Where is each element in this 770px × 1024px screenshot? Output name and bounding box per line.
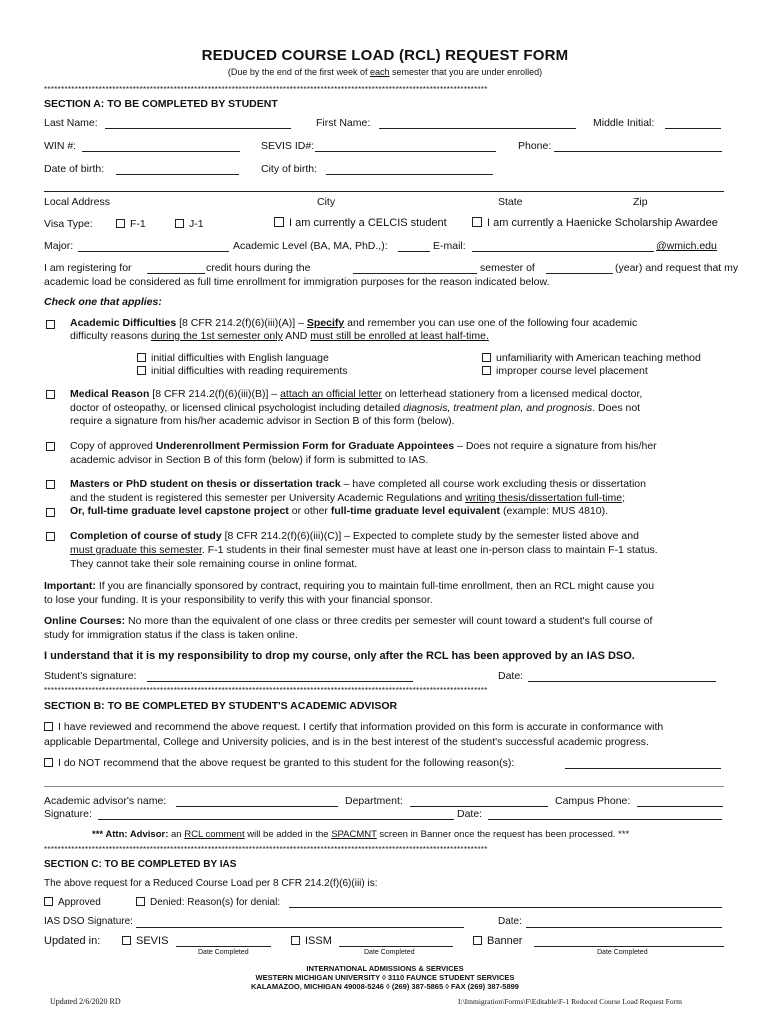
win-label: WIN #: [44,140,77,152]
underenroll-c: – Does not require a signature from his/her [454,440,657,452]
state-label: State [498,196,523,208]
dob-label: Date of birth: [44,163,105,175]
academic-level-label: Academic Level (BA, MA, PhD.,): [233,240,388,252]
city-of-birth-label: City of birth: [261,163,318,175]
denial-reason-field[interactable] [289,907,722,908]
banner-option[interactable] [473,935,522,947]
visa-f1-option[interactable] [116,218,146,230]
footer-office: INTERNATIONAL ADMISSIONS & SERVICES [306,964,464,973]
masters-title: Masters or PhD student on thesis or dissertation track [70,478,341,490]
checkbox-icon[interactable] [136,897,145,906]
approved-option[interactable] [44,897,101,908]
sevis-id-label: SEVIS ID#: [261,140,315,152]
checkbox-icon[interactable] [472,217,482,227]
spacmnt-text: SPACMNT [331,829,377,840]
file-path: I:\Immigration\Forms\F\Editable\F-1 Reduced Course Load Request Form [458,997,682,1006]
win-field[interactable] [82,151,240,152]
completion-line2-b: . F-1 students in their final semester must have at least one in-person class to maintain F-1 status. [201,544,658,556]
capstone-or: or other [288,505,331,517]
registering-text: I am registering for [44,262,132,274]
underenrollment-line2: academic advisor in Section B of this form (below) if form is submitted to IAS. [70,454,429,466]
attn-label: *** Attn: Advisor: [92,829,169,840]
registering-text-3: semester of [480,262,535,274]
local-address-label: Local Address [44,196,110,208]
semester-field[interactable] [353,273,477,274]
capstone-line [70,505,608,517]
student-date-label: Date: [498,670,524,682]
specify-text: Specify [306,317,345,329]
phone-field[interactable] [554,151,722,152]
checkbox-icon[interactable] [482,353,491,362]
medical-rest: on letterhead stationery from a licensed medical doctor, [382,388,643,400]
footer-contact: KALAMAZOO, MICHIGAN 49008-5246 ◊ (269) 387-5865 ◊ FAX (269) 387-5899 [251,982,519,991]
check-one-heading: Check one that applies: [44,296,162,308]
academic-difficulties-line2 [70,330,489,342]
city-label: City [317,196,336,208]
last-name-field[interactable] [105,128,291,129]
first-semester-only: during the 1st semester only [150,330,283,342]
medical-reason-line1 [70,388,642,400]
attn-text-3: screen in Banner once the request has been processed. *** [376,829,630,840]
underenroll-a: Copy of approved [70,440,156,452]
recommend-option[interactable] [44,721,663,733]
celcis-option[interactable] [274,217,447,229]
sub-reason-english[interactable] [137,352,329,364]
advisor-name-label: Academic advisor's name: [44,795,167,807]
subtitle-text-end: semester that you are under enrolled) [389,67,543,77]
footer-address: WESTERN MICHIGAN UNIVERSITY ◊ 3110 FAUNCE STUDENT SERVICES [255,973,515,982]
dob-field[interactable] [116,174,239,175]
capstone-checkbox[interactable] [46,508,55,517]
issm-label: ISSM [305,935,332,947]
email-field[interactable] [472,251,654,252]
attn-text-2: will be added in the [244,829,332,840]
student-date-field[interactable] [528,681,716,682]
email-label: E-mail: [433,240,466,252]
completion-checkbox[interactable] [46,532,55,541]
masters-line2-a: and the student is registered this semester per University Academic Regulations and [70,492,466,504]
completion-line1 [70,530,639,542]
major-label: Major: [44,240,74,252]
city-of-birth-field[interactable] [326,174,493,175]
updated-date: Updated 2/6/2020 RD [50,997,121,1006]
sub-reason-teaching[interactable] [482,352,701,364]
banner-date-caption: Date Completed [597,949,648,956]
visa-f1-label: F-1 [130,218,146,230]
dso-signature-field[interactable] [136,927,464,928]
subtitle-each: each [369,67,390,77]
diagnosis-text: diagnosis, treatment plan, and prognosis [403,402,593,414]
completion-line2 [70,544,658,556]
request-line: The above request for a Reduced Course Load per 8 CFR 214.2(f)(6)(iii) is: [44,878,378,889]
half-time-text: must still be enrolled at least half-time. [310,330,489,342]
advisor-signature-label: Signature: [44,808,92,820]
sub-reason-english-label: initial difficulties with English language [151,352,329,364]
academic-level-field[interactable] [398,251,430,252]
haenicke-option[interactable] [472,217,718,229]
student-signature-field[interactable] [147,681,413,682]
issm-date-field[interactable] [339,946,453,947]
checkbox-icon[interactable] [44,897,53,906]
sub-reason-placement-label: improper course level placement [496,365,648,377]
approved-label: Approved [58,897,101,908]
campus-phone-label: Campus Phone: [555,795,631,807]
form-subtitle [0,67,770,77]
advisor-name-field[interactable] [176,806,338,807]
dso-signature-label: IAS DSO Signature: [44,916,133,927]
middle-initial-label: Middle Initial: [593,117,655,129]
medical-line2-a: doctor of osteopathy, or licensed clinical psychologist including detailed [70,402,404,414]
checkbox-icon[interactable] [482,366,491,375]
underenrollment-line1 [70,440,657,452]
completion-rest: [8 CFR 214.2(f)(6)(iii)(C)] – Expected to complete study by the semester listed above and [221,530,639,542]
must-graduate-text: must graduate this semester [70,544,202,556]
divider-stars: ********************************************************************************************************************************** [44,845,488,854]
visa-type-label: Visa Type: [44,218,93,230]
medical-cfr: [8 CFR 214.2(f)(6)(iii)(B)] – [149,388,281,400]
checkbox-icon[interactable] [44,722,53,731]
capstone-example: (example: MUS 4810). [500,505,609,517]
department-label: Department: [345,795,403,807]
divider-stars: ********************************************************************************************************************************** [44,85,488,94]
sub-reason-teaching-label: unfamiliarity with American teaching method [496,352,701,364]
completion-line3: They cannot take their sole remaining course in online format. [70,558,358,570]
online-text: No more than the equivalent of one class or three credits per semester will count toward a student's full course of [125,615,653,627]
advisor-signature-field[interactable] [98,819,454,820]
visa-j1-label: J-1 [189,218,204,230]
checkbox-icon[interactable] [122,936,131,945]
online-courses-note [44,615,652,627]
medical-reason-line2 [70,402,640,414]
capstone-title: Or, full-time graduate level capstone project [70,505,289,517]
checkbox-icon[interactable] [137,353,146,362]
masters-line1 [70,478,646,490]
sevis-id-field[interactable] [315,151,496,152]
checkbox-icon[interactable] [291,936,300,945]
checkbox-icon[interactable] [137,366,146,375]
first-name-label: First Name: [316,117,371,129]
not-recommend-option[interactable] [44,757,514,769]
academic-difficulties-line1 [70,317,637,329]
equivalent-title: full-time graduate level equivalent [330,505,501,517]
sub-reason-reading-label: initial difficulties with reading requirements [151,365,348,377]
medical-line2-c: . Does not [592,402,641,414]
sevis-label: SEVIS [136,935,169,947]
advisor-attn-note [92,829,629,840]
issm-option[interactable] [291,935,332,947]
masters-line2-c: ; [622,492,626,504]
thesis-full-time-text: writing thesis/dissertation full-time [465,492,623,504]
masters-thesis-checkbox[interactable] [46,480,55,489]
recommend-text: I have reviewed and recommend the above request. I certify that information provided on this form is accurate in conformance with [58,721,664,733]
academic-line2-c: AND [282,330,311,342]
checkbox-icon[interactable] [44,758,53,767]
issm-date-caption: Date Completed [364,949,415,956]
completion-title: Completion of course of study [70,530,222,542]
campus-phone-field[interactable] [637,806,723,807]
sevis-date-field[interactable] [176,946,271,947]
department-field[interactable] [410,806,548,807]
year-field[interactable] [546,273,613,274]
masters-line2 [70,492,625,504]
denied-label: Denied: Reason(s) for denial: [150,897,281,908]
academic-line2-a: difficulty reasons [70,330,151,342]
medical-reason-checkbox[interactable] [46,390,55,399]
responsibility-statement: I understand that it is my responsibility to drop my course, only after the RCL has been approved by an IAS DSO. [44,650,635,662]
online-courses-line2: study for immigration status if the class is taken online. [44,629,298,641]
rcl-comment-text: RCL comment [184,829,245,840]
registering-text-line2: academic load be considered as full time enrollment for immigration purposes for the reason indicated below. [44,276,550,288]
advisor-date-label: Date: [457,808,483,820]
phone-label: Phone: [518,140,552,152]
checkbox-icon[interactable] [116,219,125,228]
checkbox-icon[interactable] [175,219,184,228]
important-note [44,580,654,592]
checkbox-icon[interactable] [473,936,482,945]
important-text: If you are financially sponsored by contract, requiring you to maintain full-time enrollment, then an RCL might cause you [95,580,655,592]
not-recommend-text: I do NOT recommend that the above request be granted to this student for the following reason(s): [58,757,515,769]
last-name-label: Last Name: [44,117,98,129]
zip-label: Zip [633,196,648,208]
sub-reason-reading[interactable] [137,365,348,377]
underenrollment-checkbox[interactable] [46,442,55,451]
sub-reason-placement[interactable] [482,365,648,377]
address-field[interactable] [44,191,724,192]
denied-option[interactable] [136,897,280,908]
sevis-option[interactable] [122,935,168,947]
masters-rest: – have completed all course work excluding thesis or dissertation [340,478,646,490]
email-domain: @wmich.edu [656,240,717,252]
subtitle-text: (Due by the end of the first week of [227,67,370,77]
reason-line-field[interactable] [44,786,724,787]
form-title: REDUCED COURSE LOAD (RCL) REQUEST FORM [201,47,569,64]
section-c-heading: SECTION C: TO BE COMPLETED BY IAS [44,859,237,870]
celcis-label: I am currently a CELCIS student [289,217,447,229]
academic-cfr: [8 CFR 214.2(f)(6)(iii)(A)] – [176,317,307,329]
sevis-date-caption: Date Completed [198,949,249,956]
registering-text-2: credit hours during the [206,262,311,274]
academic-difficulties-checkbox[interactable] [46,320,55,329]
recommend-line2: applicable Departmental, College and University policies, and is in the best interest of the student's successful academic progress. [44,736,649,748]
banner-label: Banner [487,935,523,947]
underenroll-form-name: Underenrollment Permission Form for Graduate Appointees [155,440,455,452]
online-label: Online Courses: [44,615,126,627]
important-label: Important: [44,580,96,592]
student-signature-label: Student's signature: [44,670,137,682]
checkbox-icon[interactable] [274,217,284,227]
visa-j1-option[interactable] [175,218,204,230]
medical-title: Medical Reason [70,388,150,400]
registering-text-4: (year) and request that my [615,262,739,274]
haenicke-label: I am currently a Haenicke Scholarship Awardee [487,217,718,229]
updated-in-label: Updated in: [44,935,101,947]
academic-rest: and remember you can use one of the following four academic [344,317,638,329]
not-recommend-reason-field[interactable] [565,768,721,769]
middle-initial-field[interactable] [665,128,721,129]
first-name-field[interactable] [379,128,576,129]
official-letter-text: attach an official letter [280,388,383,400]
divider-stars: ********************************************************************************************************************************** [44,686,488,695]
attn-text-1: an [168,829,185,840]
banner-date-field[interactable] [534,946,724,947]
advisor-date-field[interactable] [488,819,722,820]
section-a-heading: SECTION A: TO BE COMPLETED BY STUDENT [44,98,278,110]
academic-title: Academic Difficulties [70,317,177,329]
dso-date-field[interactable] [526,927,722,928]
section-b-heading: SECTION B: TO BE COMPLETED BY STUDENT'S ACADEMIC ADVISOR [44,700,398,712]
major-field[interactable] [78,251,229,252]
important-note-line2: to lose your funding. It is your responsibility to verify this with your financial sponsor. [44,594,433,606]
credit-hours-field[interactable] [147,273,205,274]
medical-reason-line3: require a signature from his/her academic advisor in Section B of this form (below). [70,415,455,427]
dso-date-label: Date: [498,916,522,927]
